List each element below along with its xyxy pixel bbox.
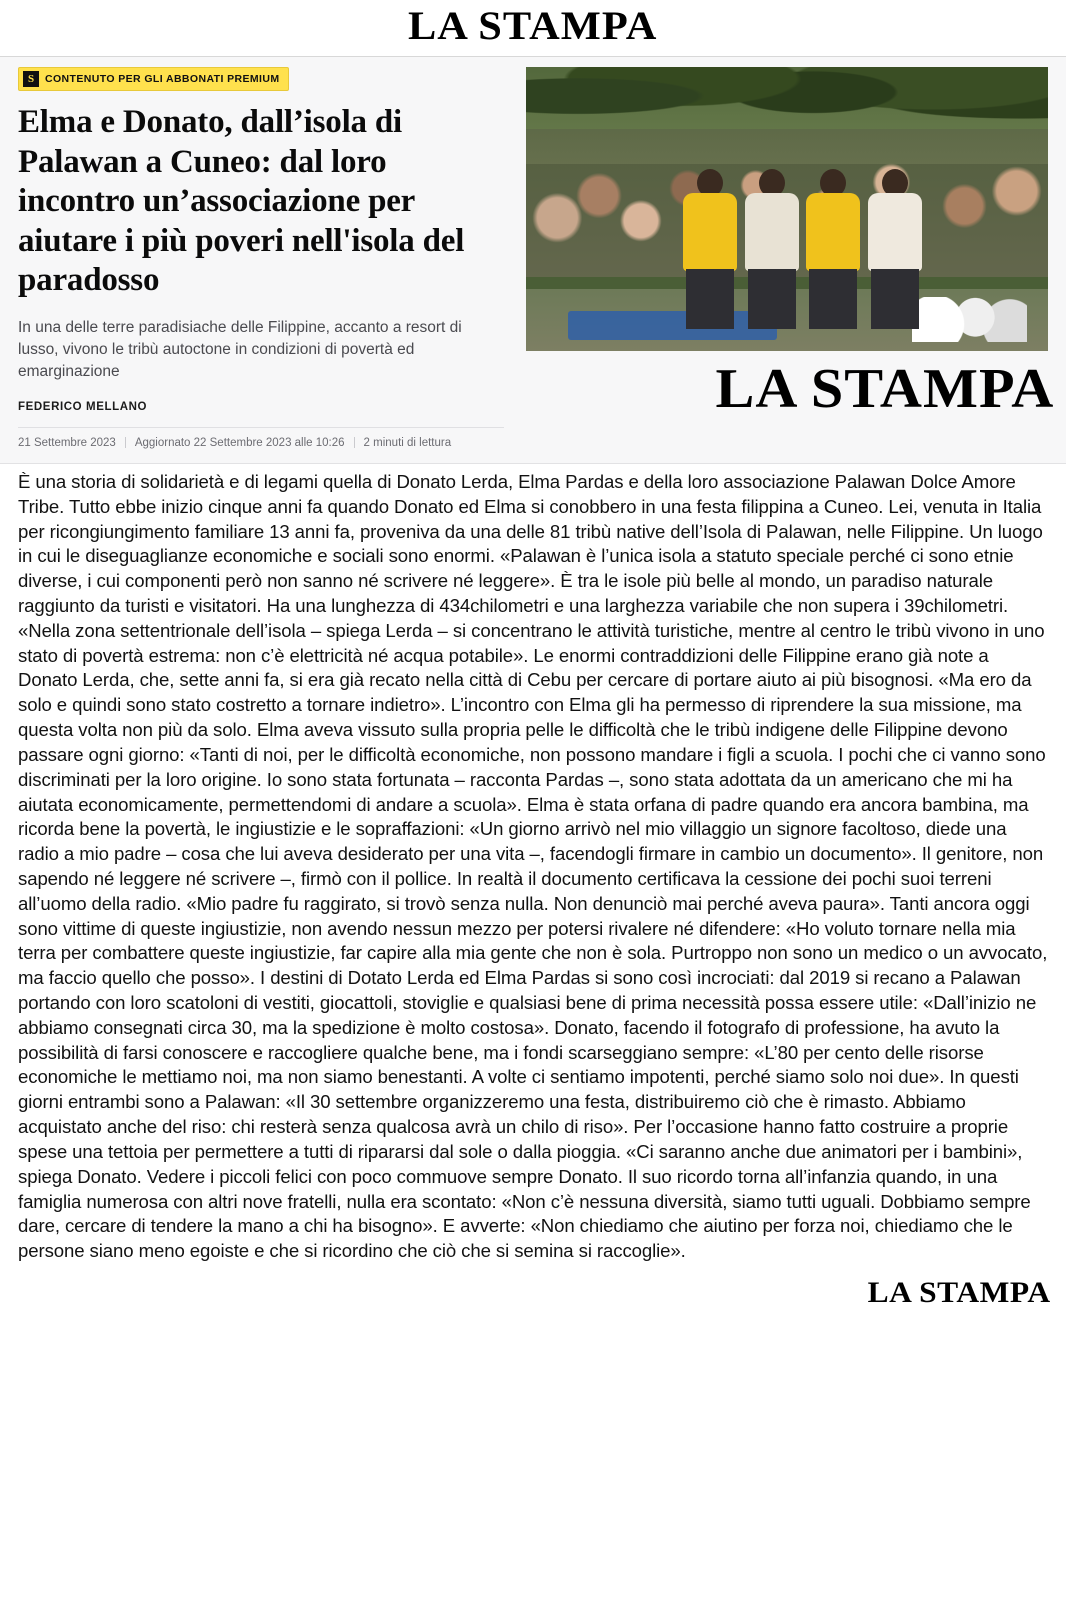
la-stampa-watermark-logo: LA STAMPA <box>715 358 1055 420</box>
article-standfirst: In una delle terre paradisiache delle Filippine, accanto a resort di lusso, vivono le tribù autoctone in condizioni di povertà ed emarginazione <box>18 318 462 380</box>
article-photo <box>526 67 1048 351</box>
photo-person <box>806 169 862 328</box>
publish-date: 21 Settembre 2023 <box>18 436 116 449</box>
updated-date: Aggiornato 22 Settembre 2023 alle 10:26 <box>134 436 345 449</box>
photo-person <box>744 169 800 328</box>
premium-badge-label: CONTENUTO PER GLI ABBONATI PREMIUM <box>45 73 280 85</box>
la-stampa-footer-logo: LA STAMPA <box>867 1275 1051 1309</box>
page-title: Elma e Donato, dall’isola di Palawan a Cuneo: dal loro incontro un’associazione per aiutare i più poveri nell'isola del paradosso <box>18 104 465 299</box>
article-byline[interactable]: FEDERICO MELLANO <box>18 400 148 413</box>
article-header-text <box>18 67 518 449</box>
meta-divider <box>125 437 126 448</box>
la-stampa-logo[interactable]: LA STAMPA <box>408 3 658 48</box>
article-footer <box>0 1274 1066 1324</box>
photo-supply-bags <box>912 297 1027 342</box>
article-header <box>0 57 1066 464</box>
premium-mark-icon: S <box>23 71 39 87</box>
article-meta <box>18 427 504 449</box>
meta-divider <box>354 437 355 448</box>
photo-watermark <box>526 351 1055 421</box>
site-masthead <box>0 0 1066 57</box>
article-body <box>0 464 1066 1274</box>
photo-person <box>867 169 923 328</box>
reading-time: 2 minuti di lettura <box>363 436 452 449</box>
photo-foreground-group <box>683 169 923 328</box>
photo-person <box>683 169 739 328</box>
article-photo-block <box>526 67 1055 421</box>
article-body-text: È una storia di solidarietà e di legami quella di Donato Lerda, Elma Pardas e della loro associazione Palawan Dolce Amore Tribe. Tutto ebbe inizio cinque anni fa quando Donato ed Elma si conobbero in una festa filippina a Cuneo. Lei, venuta in Italia per ricongiungimento familiare 13 anni fa, proveniva da una delle 81 tribù native dell’Isola di Palawan, nelle Filippine. Un luogo in cui le diseguaglianze economiche e sociali sono enormi. «Palawan è l’unica isola a statuto speciale perché ci sono etnie diverse, i cui componenti però non sanno né scrivere né leggere». È tra le isole più belle al mondo, un paradiso naturale raggiunto da turisti e visitatori. Ha una lunghezza di 434chilometri e una larghezza variabile che non supera i 39chilometri. «Nella zona settentrionale dell’isola – spiega Lerda – si concentrano le attività turistiche, mentre al centro le tribù vivono in uno stato di povertà estrema: non c’è elettricità né acqua potabile». Le enormi contraddizioni delle Filippine erano già note a Donato Lerda, che, sette anni fa, si era già recato nella città di Cebu per cercare di portare aiuto ai più bisognosi. «Ma ero da solo e quindi sono stato costretto a tornare indietro». L’incontro con Elma gli ha permesso di riprendere la sua missione, ma questa volta non più da solo. Elma aveva vissuto sulla propria pelle le difficoltà che le tribù indigene delle Filippine devono passare ogni giorno: «Tanti di noi, per le difficoltà economiche, non possono mandare i figli a scuola. I pochi che ci vanno sono discriminati per la loro origine. Io sono stata fortunata – racconta Pardas –, sono stata adottata da un americano che mi ha aiutata economicamente, permettendomi di andare a scuola». Elma è stata orfana di padre quando era ancora bambina, ma ricorda bene la povertà, le ingiustizie e le sopraffazioni: «Un giorno arrivò nel mio villaggio un signore facoltoso, diede una radio a mio padre – cosa che lui aveva desiderato per una vita –, facendogli firmare in cambio un documento». Il genitore, non sapendo né leggere né scrivere –, firmò con il pollice. In realtà il documento certificava la cessione dei pochi suoi terreni all’uomo della radio. «Mio padre fu raggirato, si trovò senza nulla. Non denunciò mai perché aveva paura». Tanti ancora oggi sono vittime di queste ingiustizie, non avendo nessun mezzo per potersi rivalere né difendere: «Ho voluto tornare nella mia terra per combattere queste ingiustizie, far capire alla mia gente che non è sola. Purtroppo non sono un medico o un avvocato, ma faccio quello che posso». I destini di Dotato Lerda ed Elma Pardas si sono così incrociati: dal 2019 si recano a Palawan portando con loro scatoloni di vestiti, giocattoli, stoviglie e qualsiasi bene di prima necessità possa essere utile: «Dall’inizio ne abbiamo consegnati circa 30, ma la spedizione è molto costosa». Donato, facendo il fotografo di professione, ha avuto la possibilità di farsi conoscere e raccogliere qualche bene, ma i fondi scarseggiano sempre: «L’80 per cento delle risorse economiche le mettiamo noi, ma non siamo benestanti. A volte ci sentiamo impotenti, perché siamo solo noi due». In questi giorni entrambi sono a Palawan: «Il 30 settembre organizzeremo una festa, distribuiremo ciò che è rimasto. Abbiamo acquistato anche del riso: chi resterà senza qualcosa avrà un chilo di riso». Per l’occasione hanno fatto costruire a proprie spese una tettoia per permettere a tutti di ripararsi dal sole o dalla pioggia. «Ci saranno anche due animatori per i bambini», spiega Donato. Vedere i piccoli felici con poco commuove sempre Donato. Il suo ricordo torna all’infanzia quando, in una famiglia numerosa con altri nove fratelli, nulla era scontato: «Non c’è nessuna diversità, siamo tutti uguali. Dobbiamo sempre dare, cercare di tendere la mano a chi ha bisogno». E avverte: «Non chiediamo che aiutino per forza noi, chiediamo che le persone siano meno egoiste e che si ricordino che ciò che si semina si raccoglie». <box>18 470 1048 1262</box>
premium-badge <box>18 67 289 91</box>
article-header-media <box>518 67 1055 421</box>
